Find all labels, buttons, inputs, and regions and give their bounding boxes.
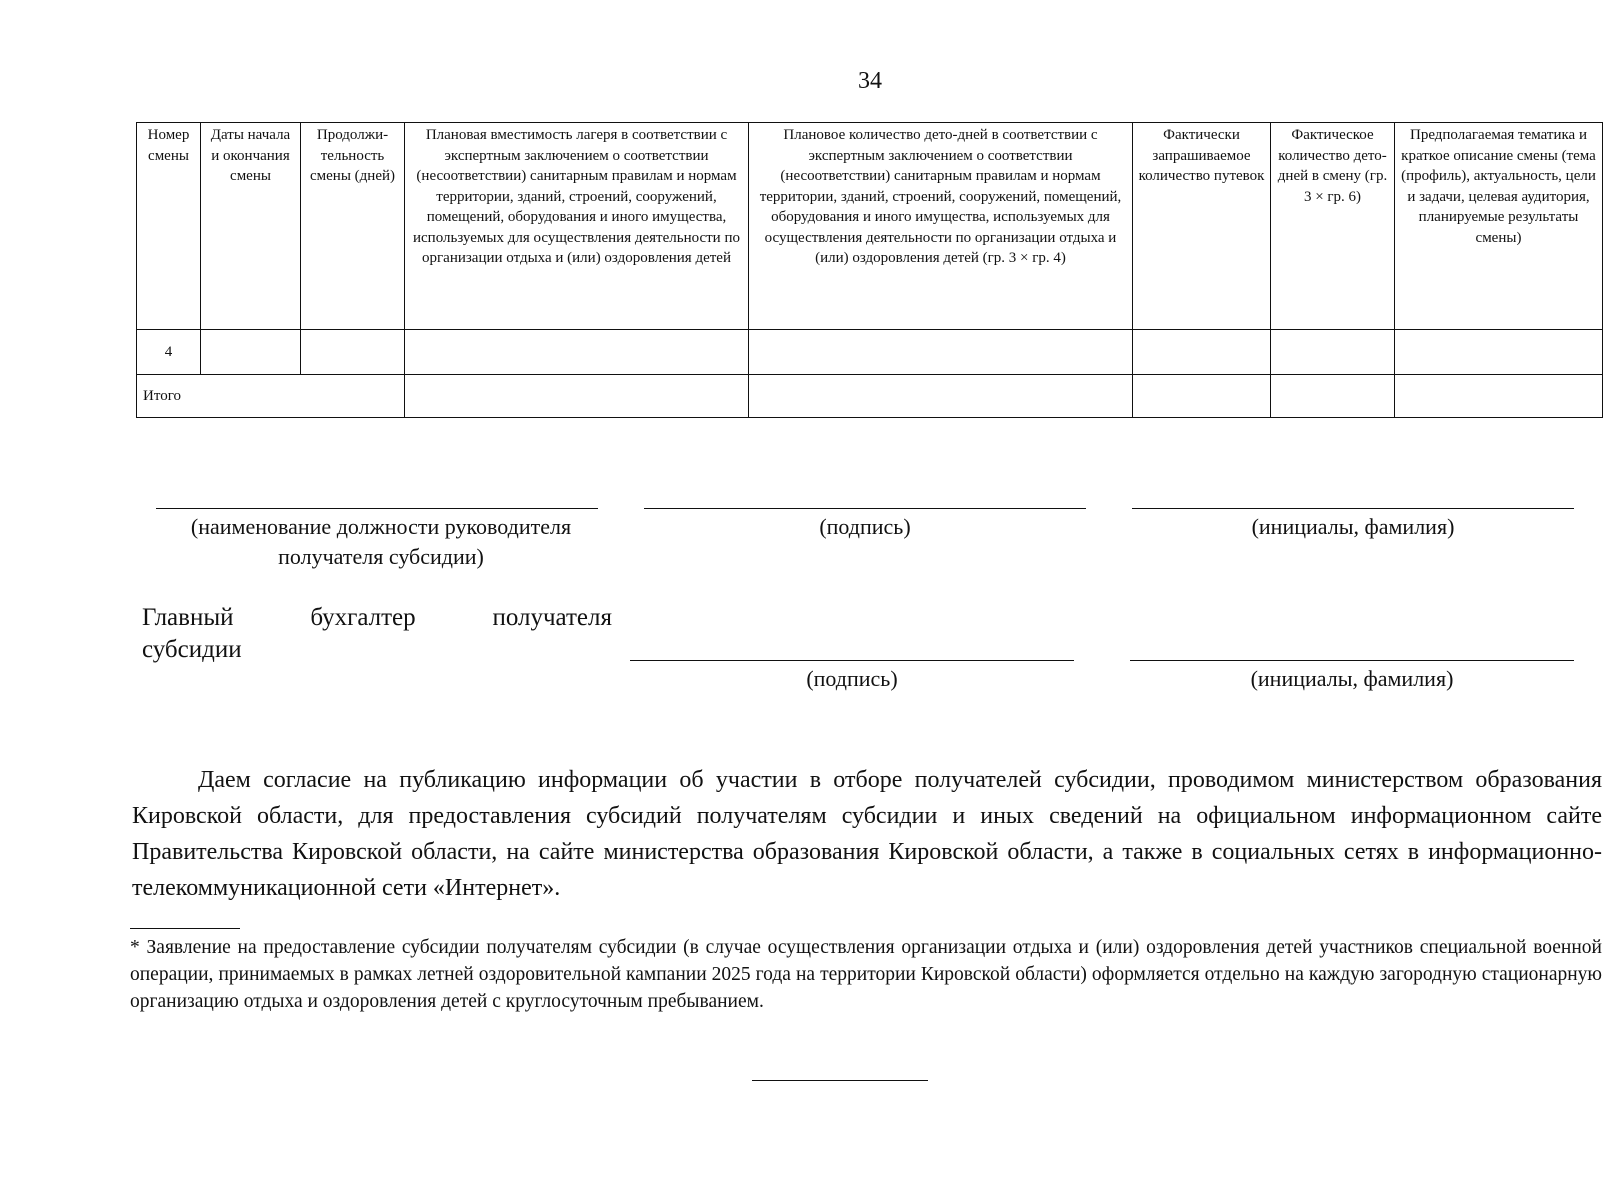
total-planned-capacity [405, 375, 749, 418]
accountant-signature-caption: (подпись) [806, 666, 898, 691]
header-shift-theme: Предполагаемая тематика и краткое описание смены (тема (профиль), актуальность, цели и задачи, целевая аудитория, планируемые результаты смены) [1395, 123, 1603, 330]
cell-shift-duration [301, 330, 405, 375]
consent-paragraph: Даем согласие на публикацию информации об участии в отборе получателей субсидии, проводимом министерством образования Кировской области, для предоставления субсидий получателям субсидии и иных сведений на официальном информационном сайте Правительства Кировской области, на сайте министерства образования Кировской области, а также в социальных сетях в информационно-телекоммуникационной сети «Интернет». [132, 767, 1602, 901]
total-requested-vouchers [1133, 375, 1271, 418]
head-signature-line [644, 508, 1086, 509]
cell-shift-dates [201, 330, 301, 375]
header-shift-duration: Продолжи-тельность смены (дней) [301, 123, 405, 330]
chief-accountant-word-3: получателя [492, 604, 612, 631]
header-planned-child-days: Плановое количество дето-дней в соответствии с экспертным заключением о соответствии (несоответствии) санитарным правилам и нормам территории, зданий, строений, сооружений, помещений, оборудования и иного имущества, используемых для осуществления деятельности по организации отдыха и (или) оздоровления детей (гр. 3 × гр. 4) [749, 123, 1133, 330]
cell-requested-vouchers [1133, 330, 1271, 375]
total-label: Итого [137, 375, 405, 418]
header-requested-vouchers: Фактически запрашиваемое количество путевок [1133, 123, 1271, 330]
chief-accountant-label [142, 602, 612, 666]
accountant-name-line [1130, 660, 1574, 661]
end-rule [752, 1080, 928, 1081]
head-name-line [1132, 508, 1574, 509]
total-planned-child-days [749, 375, 1133, 418]
cell-shift-theme [1395, 330, 1603, 375]
total-actual-child-days [1271, 375, 1395, 418]
chief-accountant-word-2: бухгалтер [310, 604, 416, 631]
chief-accountant-line-2: субсидии [142, 636, 242, 663]
cell-shift-number: 4 [137, 330, 201, 375]
head-position-line [156, 508, 598, 509]
cell-planned-child-days [749, 330, 1133, 375]
table-row [137, 330, 1603, 375]
chief-accountant-word-1: Главный [142, 604, 234, 631]
head-signature-caption: (подпись) [819, 514, 911, 539]
accountant-name-caption: (инициалы, фамилия) [1250, 666, 1454, 691]
page-number: 34 [858, 68, 882, 94]
table-total-row [137, 375, 1603, 418]
cell-actual-child-days [1271, 330, 1395, 375]
header-shift-number: Номер смены [137, 123, 201, 330]
total-shift-theme [1395, 375, 1603, 418]
header-actual-child-days: Фактическое количество дето-дней в смену (гр. 3 × гр. 6) [1271, 123, 1395, 330]
accountant-signature-line [630, 660, 1074, 661]
shift-plan-table [136, 122, 1603, 418]
header-planned-capacity: Плановая вместимость лагеря в соответствии с экспертным заключением о соответствии (несоответствии) санитарным правилам и нормам территории, зданий, строений, сооружений, помещений, оборудования и иного имущества, используемых для осуществления деятельности по организации отдыха и (или) оздоровления детей [405, 123, 749, 330]
header-shift-dates: Даты начала и окончания смены [201, 123, 301, 330]
head-position-caption: (наименование должности руководителя получателя субсидии) [190, 514, 572, 569]
footnote-rule [130, 928, 240, 929]
table-header-row [137, 123, 1603, 330]
head-name-caption: (инициалы, фамилия) [1251, 514, 1455, 539]
footnote: * Заявление на предоставление субсидии получателям субсидии (в случае осуществления организации отдыха и (или) оздоровления детей участников специальной военной операции, принимаемых в рамках летней оздоровительной кампании 2025 года на территории Кировской области) оформляется отдельно на каждую загородную стационарную организацию отдыха и оздоровления детей с круглосуточным пребыванием. [130, 937, 1602, 1012]
cell-planned-capacity [405, 330, 749, 375]
